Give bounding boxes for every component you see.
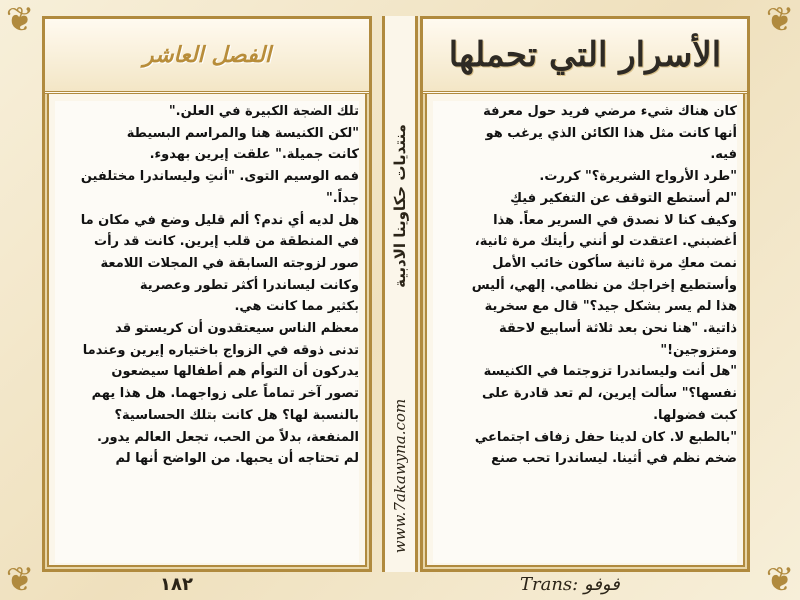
text-line: فيه.	[710, 147, 737, 163]
chapter-title: الفصل العاشر	[142, 42, 272, 68]
text-line: معظم الناس سيعتقدون أن كريستو قد	[115, 321, 359, 337]
ornament-corner-icon: ❦	[765, 560, 795, 600]
website-url: www.7akawyna.com	[391, 398, 409, 554]
book-spine	[382, 16, 418, 572]
text-line: ضخم نظم في أثينا. ليساندرا تحب صنع	[491, 451, 737, 467]
text-line: جداً."	[325, 190, 359, 206]
text-line: وأستطيع إخراجك من نظامي. إلهي، أليس	[471, 277, 737, 293]
left-page-text	[55, 101, 359, 563]
ornament-corner-icon: ❦	[5, 0, 35, 40]
text-line: وكيف كنا لا نصدق في السرير معاً. هذا	[493, 212, 737, 228]
text-line: المنفعة، بدلاً من الحب، تجعل العالم يدور.	[97, 429, 359, 445]
text-line: تصور آخر تماماً على زواجهما. هل هذا يهم	[91, 386, 359, 402]
text-line: نفسها؟" سألت إيرين، لم تعد قادرة على	[481, 386, 737, 402]
text-line: فمه الوسيم التوى. "أنتِ وليساندرا مختلفين	[80, 169, 359, 185]
right-page-text	[433, 101, 737, 563]
right-page	[420, 16, 750, 572]
text-line: "هل أنت وليساندرا تزوجتما في الكنيسة	[483, 364, 737, 380]
book-title: الأسرار التي تحملها	[448, 35, 722, 75]
text-line: "بالطبع لا. كان لدينا حفل زفاف اجتماعي	[474, 429, 737, 445]
text-line: كانت جميلة." علقت إيرين بهدوء.	[149, 147, 359, 163]
text-line: أغضبني. اعتقدت لو أنني رأيتك مرة ثانية،	[474, 234, 737, 250]
text-line: "لكن الكنيسة هنا والمراسم البسيطة	[126, 125, 359, 141]
text-line: لم تحتاجه أن يحبها. من الواضح أنها لم	[115, 451, 359, 467]
text-line: يدركون أن التوأم هم أطفالها سيضعون	[111, 364, 359, 380]
ornament-corner-icon: ❦	[5, 560, 35, 600]
text-line: "طرد الأرواح الشريرة؟" كررت.	[539, 169, 737, 185]
left-page-header	[45, 19, 369, 94]
text-line: كبت فضولها.	[653, 407, 737, 423]
text-line: في المنطقة من قلب إيرين. كانت قد رأت	[94, 234, 359, 250]
ornament-corner-icon: ❦	[765, 0, 795, 40]
right-page-header	[423, 19, 747, 94]
page-number: ١٨٢	[160, 574, 193, 595]
forum-name: منتديات حكاوينا الادبية	[391, 124, 409, 288]
text-line: بالنسبة لها؟ هل كانت بتلك الحساسية؟	[114, 407, 359, 423]
text-line: "لم أستطع التوقف عن التفكير فيكِ	[510, 190, 737, 206]
text-line: وكانت ليساندرا أكثر تطور وعصرية	[139, 277, 359, 293]
text-line: كان هناك شيء مرضي فريد حول معرفة	[483, 104, 737, 119]
text-line: تلك الضجة الكبيرة في العلن."	[168, 104, 359, 119]
text-line: ومتزوجين!"	[660, 342, 737, 358]
left-page	[42, 16, 372, 572]
text-line: تدنى ذوقه في الزواج باختياره إيرين وعندما	[82, 342, 359, 358]
text-line: أنها كانت مثل هذا الكائن الذي يرغب هو	[485, 125, 737, 141]
text-line: صور لزوجته السابقة في المجلات اللامعة	[100, 255, 359, 271]
text-line: هل لديه أي ندم؟ ألم قليل وضع في مكان ما	[80, 212, 359, 228]
text-line: هذا لم يسر بشكل جيد؟" قال مع سخرية	[484, 299, 737, 315]
text-line: ذاتية. "هنا نحن بعد ثلاثة أسابيع لاحقة	[499, 321, 737, 337]
text-line: نمت معكِ مرة ثانية سأكون خائب الأمل	[492, 255, 737, 271]
translator-credit: Trans: فوفو	[520, 574, 620, 595]
text-line: بكثير مما كانت هي.	[234, 299, 359, 315]
